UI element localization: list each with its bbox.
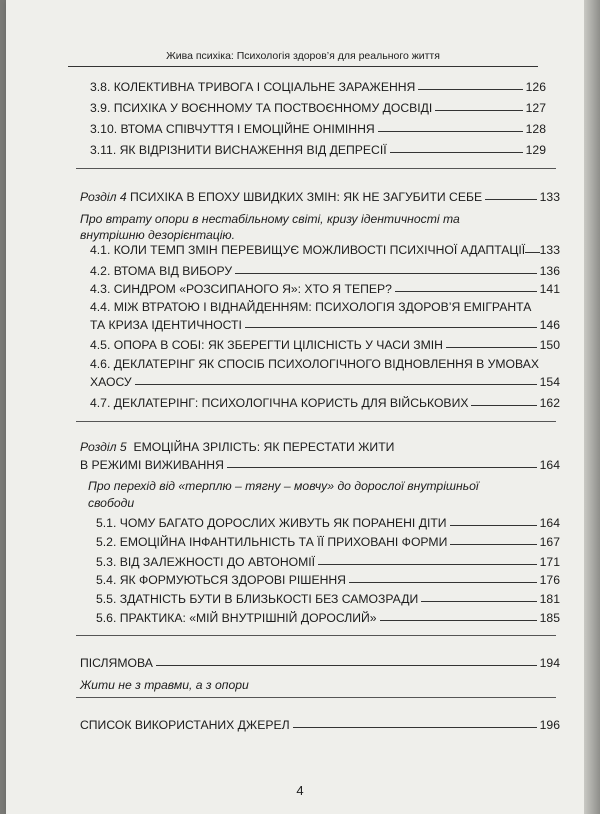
leader-dots [135,384,537,385]
leader-dots [395,291,537,292]
toc-page-number: 126 [525,80,546,94]
leader-dots [421,601,536,602]
toc-page-number: 133 [539,243,560,257]
toc-entry-label: 3.10. ВТОМА СПІВЧУТТЯ І ЕМОЦІЙНЕ ОНІМІННЯ [90,122,375,136]
afterword-subtitle: Жити не з травми, а з опори [80,678,249,692]
chapter-5-subtitle-line-2: свободи [88,496,135,510]
toc-entry-label: 4.7. ДЕКЛАТЕРІНГ: ПСИХОЛОГІЧНА КОРИСТЬ ДЛЯ ВІЙСЬКОВИХ [90,396,469,410]
running-head: Жива психіка: Психологія здоров’я для реального життя [166,50,440,62]
toc-page-number: 196 [539,718,560,732]
toc-entry-4-4-line-1[interactable]: 4.4. МІЖ ВТРАТОЮ І ВІДНАЙДЕННЯМ: ПСИХОЛОГІЯ ЗДОРОВ’Я ЕМІГРАНТА [90,300,532,314]
afterword-entry[interactable] [80,656,560,670]
toc-page-number: 146 [539,318,560,332]
toc-page-number: 150 [539,338,560,352]
leader-dots [450,525,537,526]
toc-page-number: 194 [539,656,560,670]
afterword-title: ПІСЛЯМОВА [80,656,153,670]
toc-entry-label: ТА КРИЗА ІДЕНТИЧНОСТІ [90,318,242,332]
leader-dots [235,273,537,274]
toc-entry-4-4[interactable] [90,318,560,332]
toc-page-number: 141 [539,282,560,296]
leader-dots [418,89,522,90]
leader-dots [525,252,539,253]
chapter-5-subtitle-line-1: Про перехід від «терплю – тягну – мовчу» до дорослої внутрішньої [88,479,479,493]
toc-page-number: 185 [539,611,560,625]
toc-page-number: 181 [539,592,560,606]
toc-entry-label: 4.5. ОПОРА В СОБІ: ЯК ЗБЕРЕГТИ ЦІЛІСНІСТЬ У ЧАСИ ЗМІН [90,338,443,352]
toc-page-number: 128 [525,122,546,136]
toc-entry-label: 5.1. ЧОМУ БАГАТО ДОРОСЛИХ ЖИВУТЬ ЯК ПОРАНЕНІ ДІТИ [96,516,447,530]
toc-page-number: 129 [525,143,546,157]
toc-page-number: 167 [539,535,560,549]
toc-entry-4-3[interactable] [90,282,560,296]
toc-entry-label: 4.2. ВТОМА ВІД ВИБОРУ [90,264,233,278]
toc-entry-5-2[interactable] [96,535,560,549]
toc-page-number: 176 [539,573,560,587]
chapter-title: ПСИХІКА В ЕПОХУ ШВИДКИХ ЗМІН: ЯК НЕ ЗАГУБИТИ СЕБЕ [130,190,483,204]
toc-entry-3-8[interactable] [90,80,546,94]
toc-entry-5-1[interactable] [96,516,560,530]
references-entry[interactable] [80,718,560,732]
leader-dots [293,727,537,728]
toc-entry-label: 5.5. ЗДАТНІСТЬ БУТИ В БЛИЗЬКОСТІ БЕЗ САМОЗРАДИ [96,592,419,606]
toc-page-number: 154 [539,375,560,389]
toc-entry-4-6[interactable] [90,375,560,389]
chapter-4-heading[interactable] [80,190,560,204]
toc-entry-4-5[interactable] [90,338,560,352]
toc-entry-label: 4.1. КОЛИ ТЕМП ЗМІН ПЕРЕВИЩУЄ МОЖЛИВОСТІ ПСИХІЧНОЇ АДАПТАЦІЇ [90,243,526,257]
toc-entry-5-6[interactable] [96,611,560,625]
chapter-prefix: Розділ 4 [80,190,127,204]
leader-dots [156,665,537,666]
leader-dots [227,467,537,468]
leader-dots [446,347,537,348]
toc-page-number: 136 [539,264,560,278]
chapter-4-subtitle-line-2: внутрішню дезорієнтацію. [80,228,235,242]
toc-entry-4-2[interactable] [90,264,560,278]
toc-entry-label: 5.4. ЯК ФОРМУЮТЬСЯ ЗДОРОВІ РІШЕННЯ [96,573,346,587]
chapter-4-subtitle-line-1: Про втрату опори в нестабільному світі, кризу ідентичності та [80,212,460,226]
chapter-5-heading-line-1[interactable] [80,440,394,454]
toc-page-number: 171 [539,555,560,569]
toc-entry-label: 3.9. ПСИХІКА У ВОЄННОМУ ТА ПОСТВОЄННОМУ ДОСВІДІ [90,101,433,115]
toc-page-number: 164 [539,516,560,530]
book-page [6,0,584,814]
leader-dots [450,544,536,545]
toc-entry-label: 5.2. ЕМОЦІЙНА ІНФАНТИЛЬНІСТЬ ТА ЇЇ ПРИХОВАНІ ФОРМИ [96,535,448,549]
chapter-title: ЕМОЦІЙНА ЗРІЛІСТЬ: ЯК ПЕРЕСТАТИ ЖИТИ [133,440,395,454]
toc-entry-5-5[interactable] [96,592,560,606]
toc-entry-label: 3.11. ЯК ВІДРІЗНИТИ ВИСНАЖЕННЯ ВІД ДЕПРЕСІЇ [90,143,387,157]
chapter-title-line-2: В РЕЖИМІ ВИЖИВАННЯ [80,458,224,472]
chapter-prefix: Розділ 5 [80,440,127,454]
leader-dots [318,564,537,565]
leader-dots [349,582,537,583]
header-rule [68,66,538,67]
leader-dots [378,131,523,132]
page-number: 4 [296,783,304,798]
toc-entry-5-3[interactable] [96,555,560,569]
leader-dots [390,152,523,153]
toc-entry-3-11[interactable] [90,143,546,157]
section-divider [76,635,556,636]
toc-page-number: 162 [539,396,560,410]
toc-entry-4-1[interactable] [90,243,560,257]
toc-page-number: 127 [525,101,546,115]
section-divider [76,697,556,698]
toc-page-number: 164 [539,458,560,472]
toc-entry-label: 3.8. КОЛЕКТИВНА ТРИВОГА І СОЦІАЛЬНЕ ЗАРАЖЕННЯ [90,80,416,94]
leader-dots [435,110,522,111]
leader-dots [485,199,537,200]
toc-entry-3-9[interactable] [90,101,546,115]
toc-entry-5-4[interactable] [96,573,560,587]
toc-entry-label: 5.3. ВІД ЗАЛЕЖНОСТІ ДО АВТОНОМІЇ [96,555,316,569]
references-title: СПИСОК ВИКОРИСТАНИХ ДЖЕРЕЛ [80,718,290,732]
chapter-5-heading[interactable] [80,458,560,472]
toc-entry-label: 5.6. ПРАКТИКА: «МІЙ ВНУТРІШНІЙ ДОРОСЛИЙ» [96,611,377,625]
toc-entry-3-10[interactable] [90,122,546,136]
toc-entry-4-7[interactable] [90,396,560,410]
section-divider [76,421,556,422]
toc-entry-label: ХАОСУ [90,375,132,389]
toc-entry-4-6-line-1[interactable]: 4.6. ДЕКЛАТЕРІНГ ЯК СПОСІБ ПСИХОЛОГІЧНОГО ВІДНОВЛЕННЯ В УМОВАХ [90,357,540,371]
leader-dots [471,405,536,406]
leader-dots [245,327,537,328]
section-divider [76,168,556,169]
toc-entry-label: 4.3. СИНДРОМ «РОЗСИПАНОГО Я»: ХТО Я ТЕПЕР? [90,282,392,296]
toc-page-number: 133 [539,190,560,204]
leader-dots [380,620,537,621]
